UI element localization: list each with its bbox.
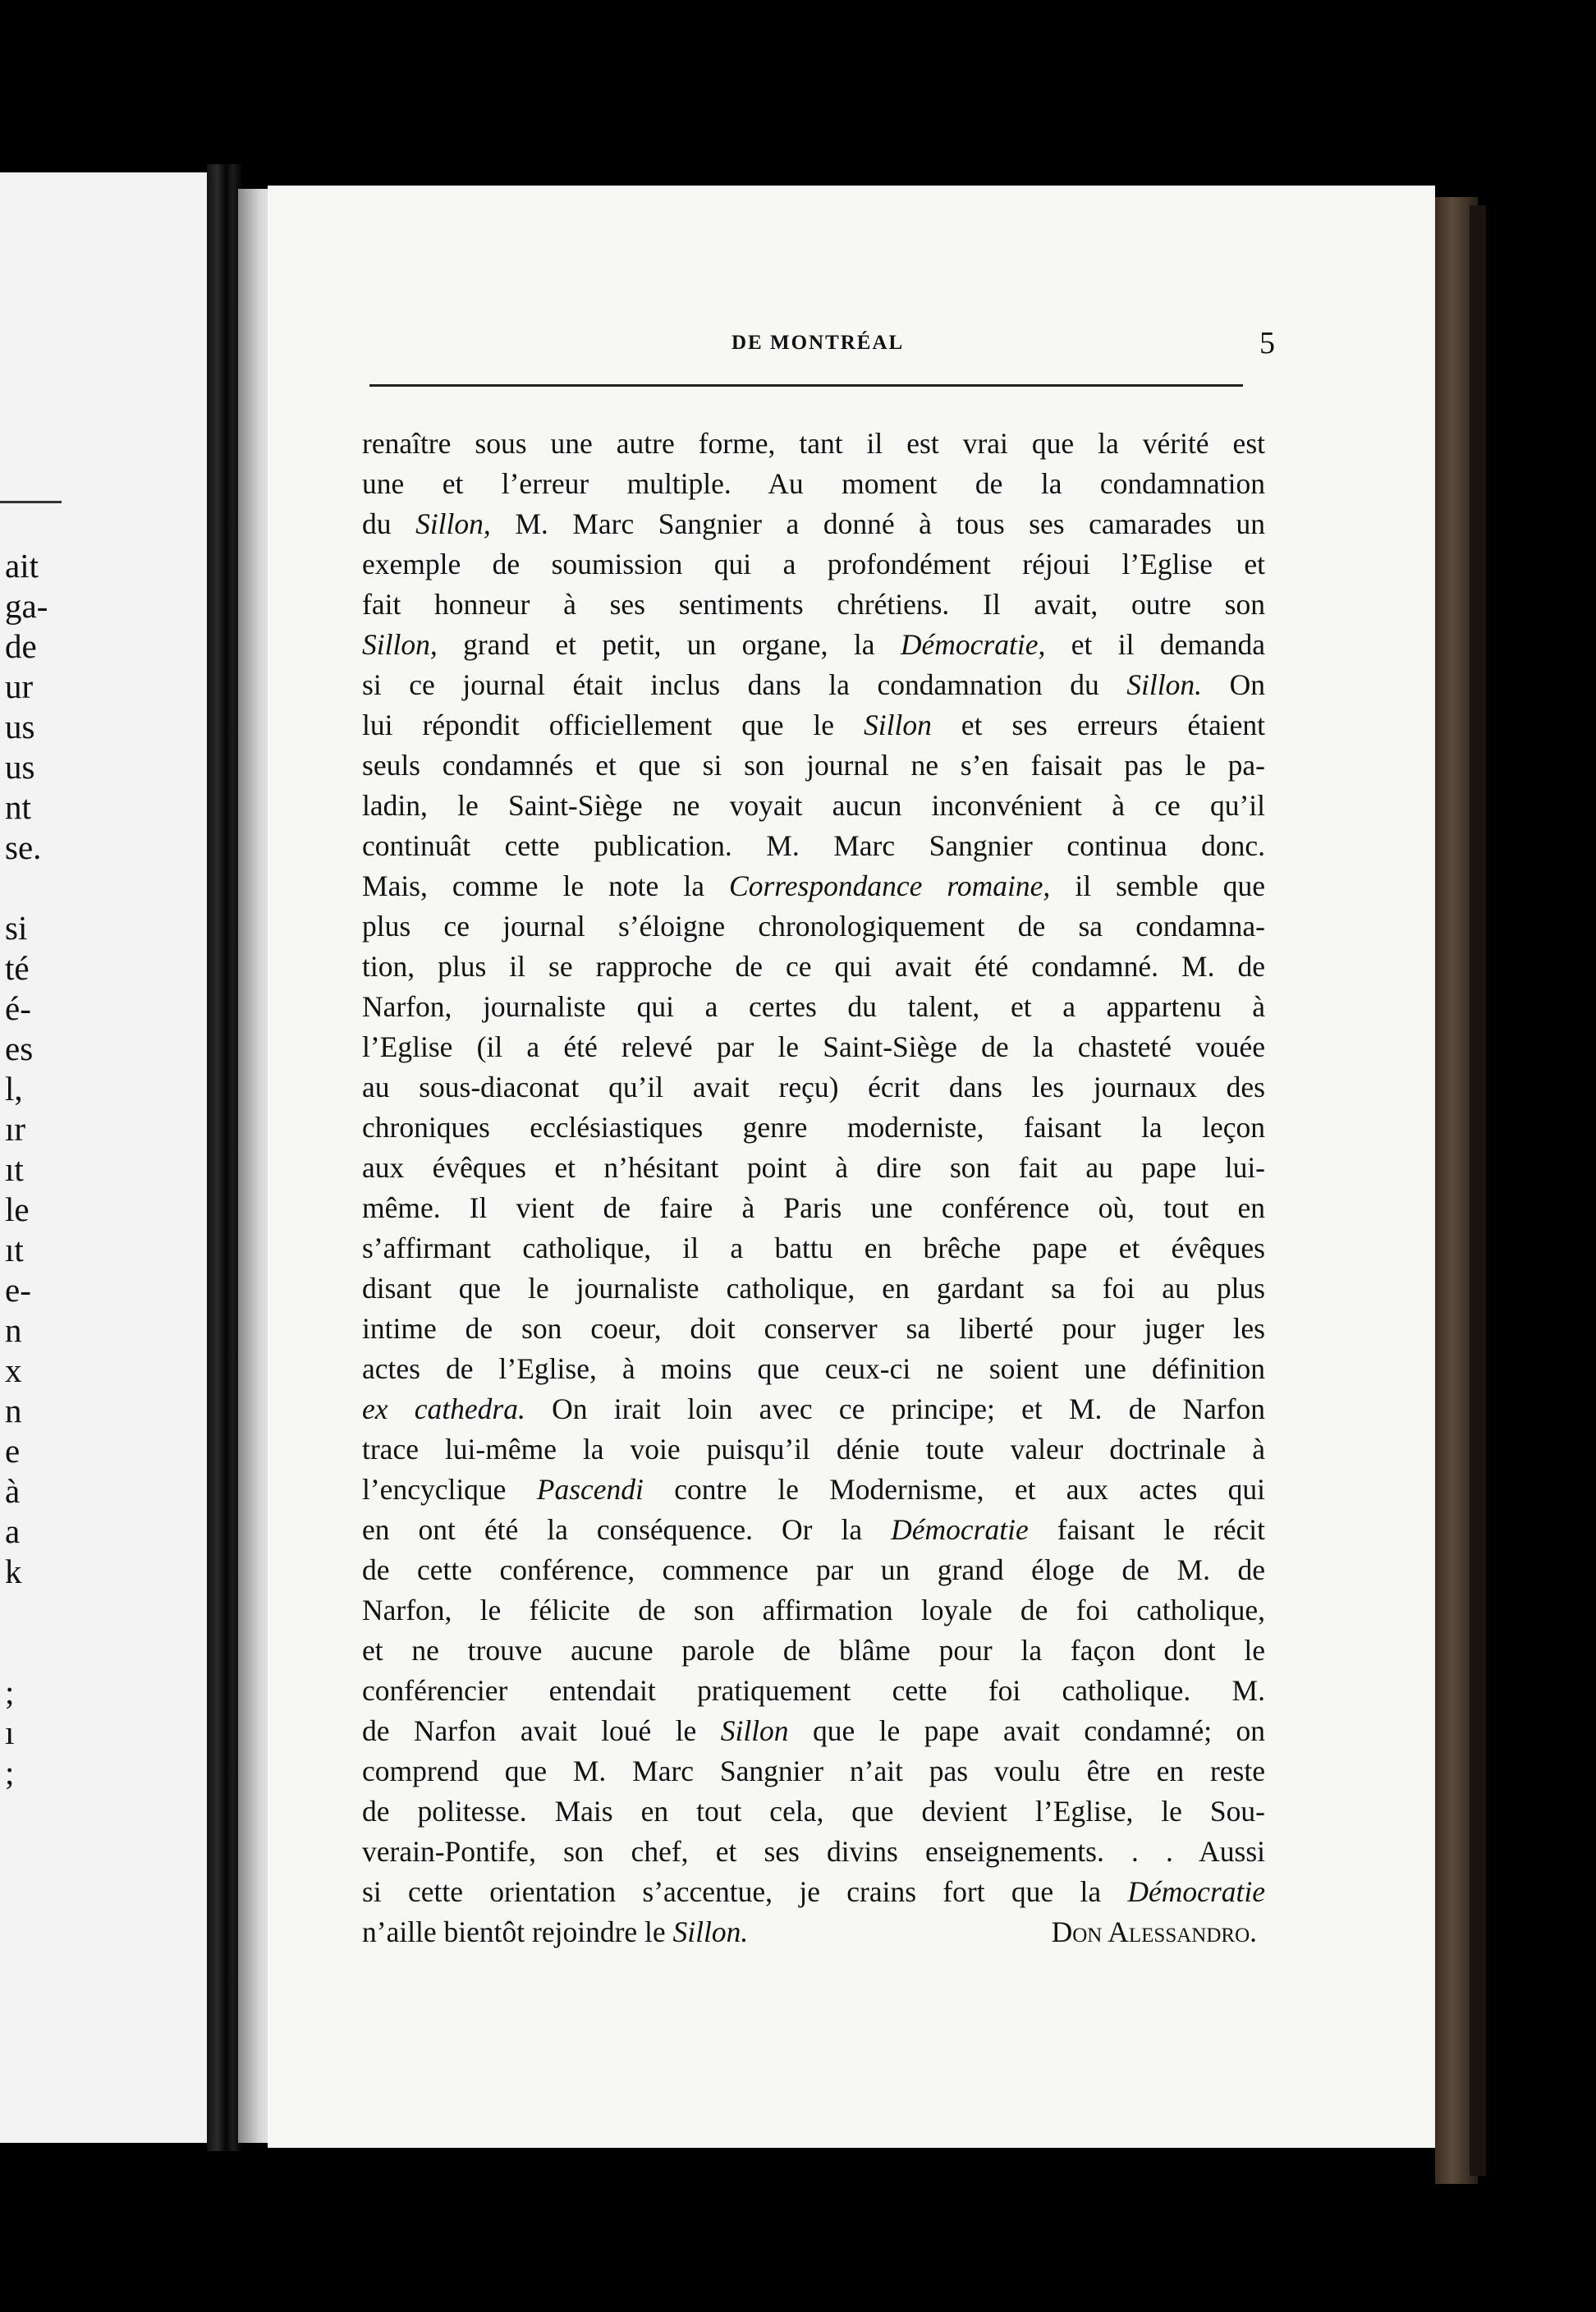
italic-title: Sillon. [1126,668,1203,701]
text-line [362,745,1265,786]
text-line [362,947,1265,987]
text-run: il semble que [1050,869,1265,902]
text-run: et ne trouve aucune parole de blâme pour la façon dont le [362,1634,1265,1667]
text-run: conférencier entendait pratiquement cette foi catholique. M. [362,1674,1265,1707]
left-page-line-fragment: ı [5,1713,15,1751]
text-run: l’encyclique [362,1473,537,1506]
book-page [268,186,1435,2148]
text-line [362,786,1265,826]
text-line [362,705,1265,745]
left-page-line-fragment: se. [5,828,42,866]
text-run: lui répondit officiellement que le [362,709,864,741]
text-line [362,665,1265,705]
text-run: renaître sous une autre forme, tant il est vrai que la vérité est [362,427,1265,460]
left-page-line-fragment: nt [5,788,31,826]
text-line [362,1228,1265,1268]
text-run: tion, plus il se rapproche de ce qui avait été condamné. M. de [362,950,1265,983]
left-page-line-fragment: le [5,1190,30,1228]
italic-title: Correspondance romaine, [729,869,1051,902]
text-run: en ont été la conséquence. Or la [362,1513,892,1546]
left-page-line-fragment: de [5,627,37,665]
text-run: plus ce journal s’éloigne chronologiquement de sa condamna- [362,910,1265,943]
text-line [362,1791,1265,1832]
text-run: du [362,507,416,540]
text-line [362,826,1265,866]
italic-title: Sillon [720,1714,789,1747]
text-run: On [1202,668,1265,701]
page-gutter [238,189,271,2143]
text-run: disant que le journaliste catholique, en gardant sa foi au plus [362,1272,1265,1305]
text-line [362,1711,1265,1751]
text-line [362,424,1265,464]
text-line [362,544,1265,585]
text-line [362,1550,1265,1590]
text-line [362,1751,1265,1791]
left-page-line-fragment: e [5,1432,21,1470]
header-rule [369,384,1243,387]
text-line [362,1872,1265,1912]
text-run: ladin, le Saint-Siège ne voyait aucun inconvénient à ce qu’il [362,789,1265,822]
text-line [362,585,1265,625]
text-run: que le pape avait condamné; on [788,1714,1266,1747]
text-line [362,1671,1265,1711]
text-run: de cette conférence, commence par un grand éloge de M. de [362,1553,1265,1586]
left-page-line-fragment: ; [5,1754,15,1791]
text-line [362,1631,1265,1671]
signature: Don Alessandro. [1051,1915,1257,1948]
text-run: exemple de soumission qui a profondément réjoui l’Eglise et [362,548,1265,580]
text-run: si ce journal était inclus dans la condamnation du [362,668,1127,701]
left-page-line-fragment: ıt [5,1150,24,1188]
italic-title: Sillon [864,709,932,741]
text-run: fait honneur à ses sentiments chrétiens. Il avait, outre son [362,588,1265,621]
text-line [362,1912,1265,1952]
page-number: 5 [1259,326,1275,360]
text-run: trace lui-même la voie puisqu’il dénie toute valeur doctrinale à [362,1433,1265,1466]
text-run: M. Marc Sangnier a donné à tous ses camarades un [490,507,1265,540]
left-page-line-fragment: ıt [5,1231,24,1268]
left-page-line-fragment: l, [5,1070,23,1108]
left-page-line-fragment: x [5,1351,22,1389]
text-run: On irait loin avec ce principe; et M. de Narfon [525,1392,1265,1425]
text-run: actes de l’Eglise, à moins que ceux-ci ne soient une définition [362,1352,1265,1385]
text-run: verain-Pontife, son chef, et ses divins enseignements. . . Aussi [362,1835,1265,1868]
left-page-line-fragment: n [5,1311,22,1349]
text-line [362,866,1265,906]
text-run: Narfon, journaliste qui a certes du talent, et a appartenu à [362,990,1265,1023]
body-text [362,424,1265,1952]
text-run: seuls condamnés et que si son journal ne s’en faisait pas le pa- [362,749,1265,782]
left-page-line-fragment: us [5,748,35,786]
text-line [362,1268,1265,1309]
text-run: de Narfon avait loué le [362,1714,721,1747]
book-spine [207,164,241,2151]
text-run: chroniques ecclésiastiques genre moderniste, faisant la leçon [362,1111,1265,1144]
text-line [362,1389,1265,1429]
text-run: l’Eglise (il a été relevé par le Saint-Siège de la chasteté vouée [362,1030,1265,1063]
text-run: si cette orientation s’accentue, je crains fort que la [362,1875,1128,1908]
text-line [362,1510,1265,1550]
left-page-line-fragment: k [5,1553,22,1590]
left-page-line-fragment: ait [5,547,39,585]
text-line [362,987,1265,1027]
text-line [362,1148,1265,1188]
text-run: faisant le récit [1028,1513,1266,1546]
left-page-line-fragment: té [5,949,30,987]
left-page-line-fragment: ; [5,1673,15,1711]
left-page-line-fragment: si [5,909,28,947]
italic-title: Démocratie [891,1513,1029,1546]
left-page-line-fragment: à [5,1472,21,1510]
text-run: et ses erreurs étaient [931,709,1265,741]
italic-title: ex cathedra. [362,1392,525,1425]
left-page-line-fragment: us [5,708,35,745]
text-line [362,1188,1265,1228]
left-page-line-fragment: a [5,1512,21,1550]
left-page-line-fragment: é- [5,989,31,1027]
text-run: même. Il vient de faire à Paris une conférence où, tout en [362,1191,1265,1224]
text-run: intime de son coeur, doit conserver sa liberté pour juger les [362,1312,1265,1345]
left-page-line-fragment: n [5,1392,22,1429]
left-page-rule [0,501,62,503]
text-line [362,1590,1265,1631]
running-head-title: DE MONTRÉAL [732,332,905,354]
text-run: Mais, comme le note la [362,869,730,902]
left-page-line-fragment: ur [5,667,34,705]
running-head [268,326,1435,373]
italic-title: Sillon, [415,507,491,540]
text-run: une et l’erreur multiple. Au moment de la condamnation [362,467,1265,500]
text-run: n’aille bientôt rejoindre le [362,1915,673,1948]
text-run: au sous-diaconat qu’il avait reçu) écrit dans les journaux des [362,1071,1265,1103]
text-line [362,464,1265,504]
text-line [362,1067,1265,1108]
text-run: continuât cette publication. M. Marc Sangnier continua donc. [362,829,1265,862]
italic-title: Pascendi [536,1473,644,1506]
book-edge-shadow [1470,205,1486,2176]
left-page-line-fragment: es [5,1030,34,1067]
text-line [362,1309,1265,1349]
left-page-line-fragment: ga- [5,587,48,625]
italic-title: Sillon, [362,628,438,661]
text-run: contre le Modernisme, et aux actes qui [643,1473,1265,1506]
left-page-line-fragment: ır [5,1110,26,1148]
left-page-line-fragment: e- [5,1271,31,1309]
text-run: grand et petit, un organe, la [437,628,901,661]
left-page-fragment [0,172,215,2143]
text-line [362,906,1265,947]
text-line [362,1108,1265,1148]
text-run: Narfon, le félicite de son affirmation loyale de foi catholique, [362,1594,1265,1626]
text-run: comprend que M. Marc Sangnier n’ait pas voulu être en reste [362,1755,1265,1787]
text-line [362,504,1265,544]
text-line [362,1027,1265,1067]
text-run: aux évêques et n’hésitant point à dire son fait au pape lui- [362,1151,1265,1184]
text-run: de politesse. Mais en tout cela, que devient l’Eglise, le Sou- [362,1795,1265,1828]
text-line [362,1349,1265,1389]
text-line [362,1429,1265,1470]
text-run: et il demanda [1045,628,1265,661]
text-run: s’affirmant catholique, il a battu en brêche pape et évêques [362,1232,1265,1264]
italic-title: Démocratie [1127,1875,1265,1908]
text-line [362,625,1265,665]
text-line [362,1832,1265,1872]
italic-title: Sillon. [672,1915,749,1948]
italic-title: Démocratie, [900,628,1046,661]
text-line [362,1470,1265,1510]
